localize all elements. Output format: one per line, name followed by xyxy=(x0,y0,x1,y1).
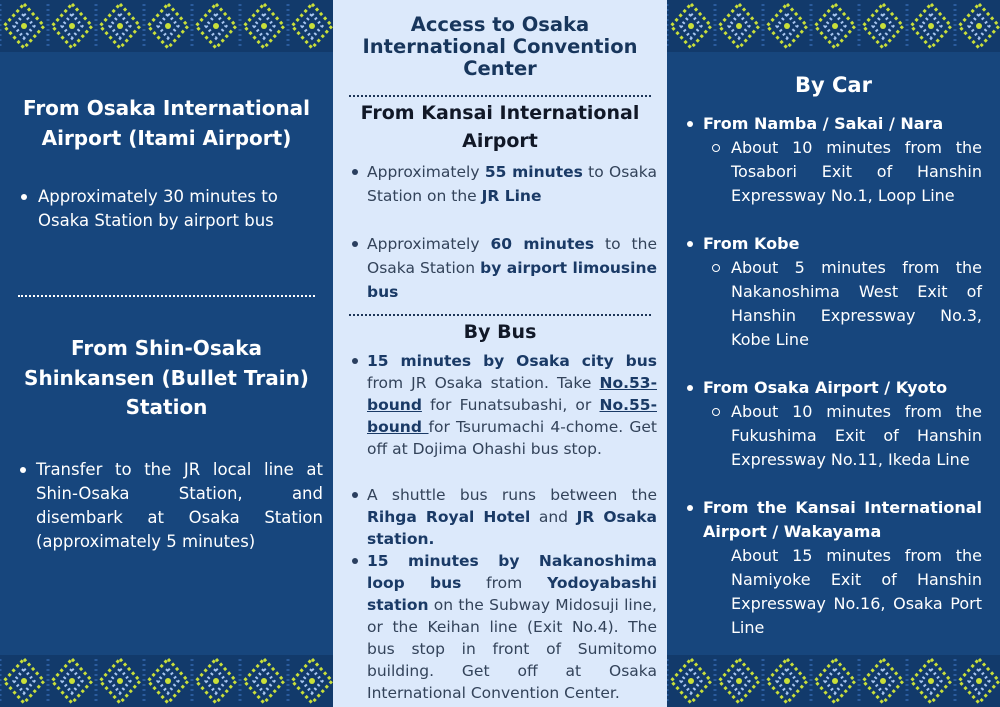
car-section-kansai: From the Kansai International Airport / Wakayama xyxy=(703,496,982,544)
divider xyxy=(349,314,651,316)
decorative-pattern-bottom xyxy=(0,655,333,707)
itami-heading: From Osaka International Airport (Itami Airport) xyxy=(22,96,311,150)
kansai-heading: From Kansai International Airport xyxy=(360,102,640,152)
kansai-item-bus: Approximately 60 minutes to the Osaka Station by airport limousine bus xyxy=(367,232,657,304)
car-section-namba: From Namba / Sakai / Nara xyxy=(703,112,982,136)
bus-item-city: 15 minutes by Osaka city bus from JR Osaka station. Take No.53-bound for Funatsubashi, or No.55-bound for Tsurumachi 4-chome. Get off at Dojima Ohashi bus stop. xyxy=(367,350,657,460)
bus-item-shuttle: A shuttle bus runs between the Rihga Royal Hotel and JR Osaka station. xyxy=(367,484,657,550)
divider xyxy=(349,95,651,97)
route-55-link[interactable]: No.55-bound xyxy=(367,396,657,436)
car-section-kobe: From Kobe xyxy=(703,232,982,256)
right-panel xyxy=(667,0,1000,707)
decorative-pattern-bottom xyxy=(667,655,1000,707)
car-detail-namba: About 10 minutes from the Tosabori Exit of Hanshin Expressway No.1, Loop Line xyxy=(731,136,982,208)
car-section-kyoto: From Osaka Airport / Kyoto xyxy=(703,376,982,400)
page-title: Access to Osaka International Convention Center xyxy=(362,13,638,80)
shinosaka-item: Transfer to the JR local line at Shin-Osaka Station, and disembark at Osaka Station (approximately 5 minutes) xyxy=(36,458,323,554)
left-panel xyxy=(0,0,333,707)
itami-item: Approximately 30 minutes to Osaka Station by airport bus xyxy=(38,185,303,233)
kansai-item-jr: Approximately 55 minutes to Osaka Station on the JR Line xyxy=(367,160,657,208)
bus-item-loop: 15 minutes by Nakanoshima loop bus from Yodoyabashi station on the Subway Midosuji line, or the Keihan line (Exit No.4). The bus stop in front of Sumitomo building. Get off at Osaka International Convention Center. xyxy=(367,550,657,704)
car-detail-kobe: About 5 minutes from the Nakanoshima West Exit of Hanshin Expressway No.3, Kobe Line xyxy=(731,256,982,352)
shinosaka-heading: From Shin-Osaka Shinkansen (Bullet Train) Station xyxy=(24,336,309,419)
route-53-link[interactable]: No.53-bound xyxy=(367,374,657,414)
by-car-heading: By Car xyxy=(795,73,872,97)
car-detail-kyoto: About 10 minutes from the Fukushima Exit of Hanshin Expressway No.11, Ikeda Line xyxy=(731,400,982,472)
decorative-pattern-top xyxy=(667,0,1000,52)
divider xyxy=(18,295,315,297)
bus-heading: By Bus xyxy=(463,321,537,343)
car-detail-kansai: About 15 minutes from the Namiyoke Exit of Hanshin Expressway No.16, Osaka Port Line xyxy=(731,546,982,637)
middle-panel xyxy=(333,0,667,707)
decorative-pattern-top xyxy=(0,0,333,52)
